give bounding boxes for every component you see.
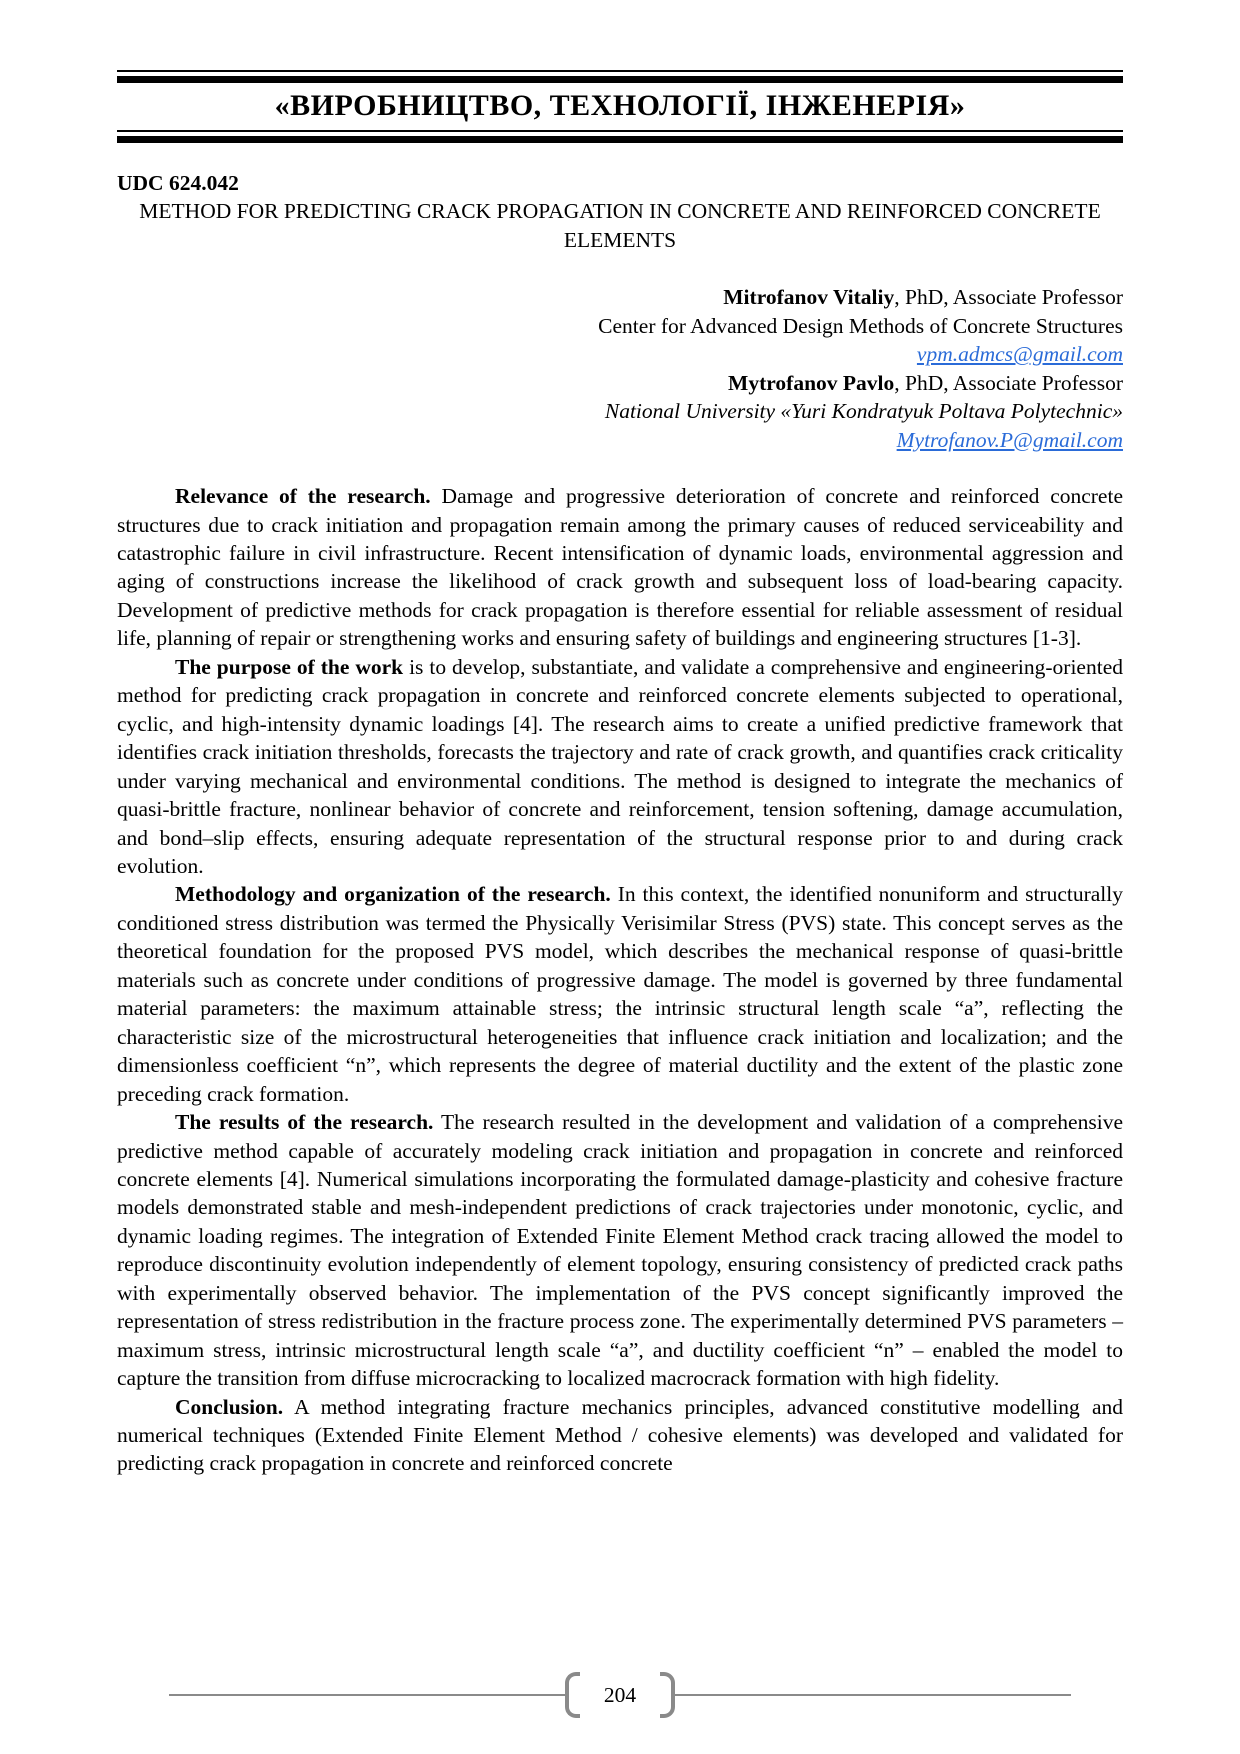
udc-code: UDC 624.042 bbox=[117, 171, 239, 195]
paragraph-results-lead: The results of the research. bbox=[175, 1110, 434, 1135]
author-2-email-line bbox=[117, 426, 1123, 454]
authors-block bbox=[117, 283, 1123, 454]
paragraph-relevance bbox=[117, 482, 1123, 653]
paragraph-purpose bbox=[117, 653, 1123, 881]
author-2-email-link[interactable]: Mytrofanov.P@gmail.com bbox=[896, 427, 1123, 452]
left-bracket-ornament bbox=[565, 1672, 580, 1718]
header-bottom-rule-thick bbox=[117, 136, 1123, 143]
header-top-rule-thick bbox=[117, 76, 1123, 83]
author-1-email-link[interactable]: vpm.admcs@gmail.com bbox=[916, 342, 1123, 367]
paragraph-results bbox=[117, 1108, 1123, 1393]
paragraph-purpose-lead: The purpose of the work bbox=[175, 654, 404, 679]
right-bracket-ornament bbox=[660, 1672, 675, 1718]
journal-header bbox=[117, 70, 1123, 143]
footer-left-rule bbox=[169, 1694, 566, 1696]
paragraph-relevance-text: Damage and progressive deterioration of concrete and reinforced concrete structures due to crack initiation and propagation remain among the primary causes of reduced serviceability and catastrophic failure in civil infrastructure. Recent intensification of dynamic loads, environmental aggression and aging of constructions increase the likelihood of crack growth and subsequent loss of load-bearing capacity. Development of predictive methods for crack propagation is therefore essential for reliable assessment of residual life, planning of repair or strengthening works and ensuring safety of buildings and engineering structures [1-3]. bbox=[117, 484, 1123, 651]
author-1-name: Mitrofanov Vitaliy bbox=[723, 285, 895, 310]
author-1-affiliation: Center for Advanced Design Methods of Concrete Structures bbox=[598, 313, 1123, 338]
paragraph-methodology-text: In this context, the identified nonuniform and structurally conditioned stress distribution was termed the Physically Verisimilar Stress (PVS) state. This concept serves as the theoretical foundation for the proposed PVS model, which describes the mechanical response of quasi-brittle materials such as concrete under conditions of progressive damage. The model is governed by three fundamental material parameters: the maximum attainable stress; the intrinsic structural length scale “a”, reflecting the characteristic size of the microstructural heterogeneities that influence crack initiation and localization; and the dimensionless coefficient “n”, which represents the degree of material ductility and the extent of the plastic zone preceding crack formation. bbox=[117, 882, 1124, 1106]
journal-title: «ВИРОБНИЦТВО, ТЕХНОЛОГІЇ, ІНЖЕНЕРІЯ» bbox=[274, 89, 966, 122]
page-footer bbox=[117, 1670, 1123, 1720]
article-body bbox=[117, 482, 1123, 1478]
page-number: 204 bbox=[603, 1682, 637, 1707]
author-1-credentials: , PhD, Associate Professor bbox=[894, 285, 1123, 310]
author-2-line bbox=[117, 369, 1123, 397]
paragraph-conclusion-lead: Conclusion. bbox=[175, 1394, 284, 1419]
author-2-credentials: , PhD, Associate Professor bbox=[894, 370, 1123, 395]
paragraph-relevance-lead: Relevance of the research. bbox=[175, 484, 431, 509]
footer-right-rule bbox=[674, 1694, 1071, 1696]
header-top-rule-thin bbox=[117, 70, 1123, 72]
paragraph-results-text: The research resulted in the development and validation of a comprehensive predictive method capable of accurately modeling crack initiation and propagation in concrete and reinforced concrete elements [4]. Numerical simulations incorporating the formulated damage-plasticity and cohesive fracture models demonstrated stable and mesh-independent predictions of crack trajectories under monotonic, cyclic, and dynamic loading regimes. The integration of Extended Finite Element Method crack tracing allowed the model to reproduce discontinuity evolution independently of element topology, ensuring consistency of predicted crack paths with experimentally observed behavior. The implementation of the PVS concept significantly improved the representation of stress redistribution in the fracture process zone. The experimentally determined PVS parameters – maximum stress, intrinsic microstructural length scale “a”, and ductility coefficient “n” – enabled the model to capture the transition from diffuse microcracking to localized macrocrack formation with high fidelity. bbox=[117, 1110, 1123, 1391]
paragraph-purpose-text: is to develop, substantiate, and validate a comprehensive and engineering-oriented method for predicting crack propagation in concrete and reinforced concrete elements subjected to operational, cyclic, and high-intensity dynamic loadings [4]. The research aims to create a unified predictive framework that identifies crack initiation thresholds, forecasts the trajectory and rate of crack growth, and quantifies crack criticality under varying mechanical and environmental conditions. The method is designed to integrate the mechanics of quasi-brittle fracture, nonlinear behavior of concrete and reinforcement, tension softening, damage accumulation, and bond–slip effects, ensuring adequate representation of the structural response prior to and during crack evolution. bbox=[117, 654, 1123, 878]
paragraph-methodology bbox=[117, 880, 1123, 1108]
author-1-line bbox=[117, 283, 1123, 311]
paragraph-conclusion bbox=[117, 1393, 1123, 1478]
author-2-affiliation: National University «Yuri Kondratyuk Poltava Polytechnic» bbox=[604, 399, 1123, 424]
paragraph-methodology-lead: Methodology and organization of the research. bbox=[175, 882, 611, 907]
author-2-name: Mytrofanov Pavlo bbox=[728, 370, 895, 395]
author-1-email-line bbox=[117, 340, 1123, 368]
article-title: METHOD FOR PREDICTING CRACK PROPAGATION IN CONCRETE AND REINFORCED CONCRETE ELEMENTS bbox=[139, 199, 1101, 252]
header-bottom-rule-thin bbox=[117, 130, 1123, 132]
paragraph-conclusion-text: A method integrating fracture mechanics principles, advanced constitutive modelling and numerical techniques (Extended Finite Element Method / cohesive elements) was developed and validated for predicting crack propagation in concrete and reinforced concrete bbox=[117, 1394, 1123, 1476]
